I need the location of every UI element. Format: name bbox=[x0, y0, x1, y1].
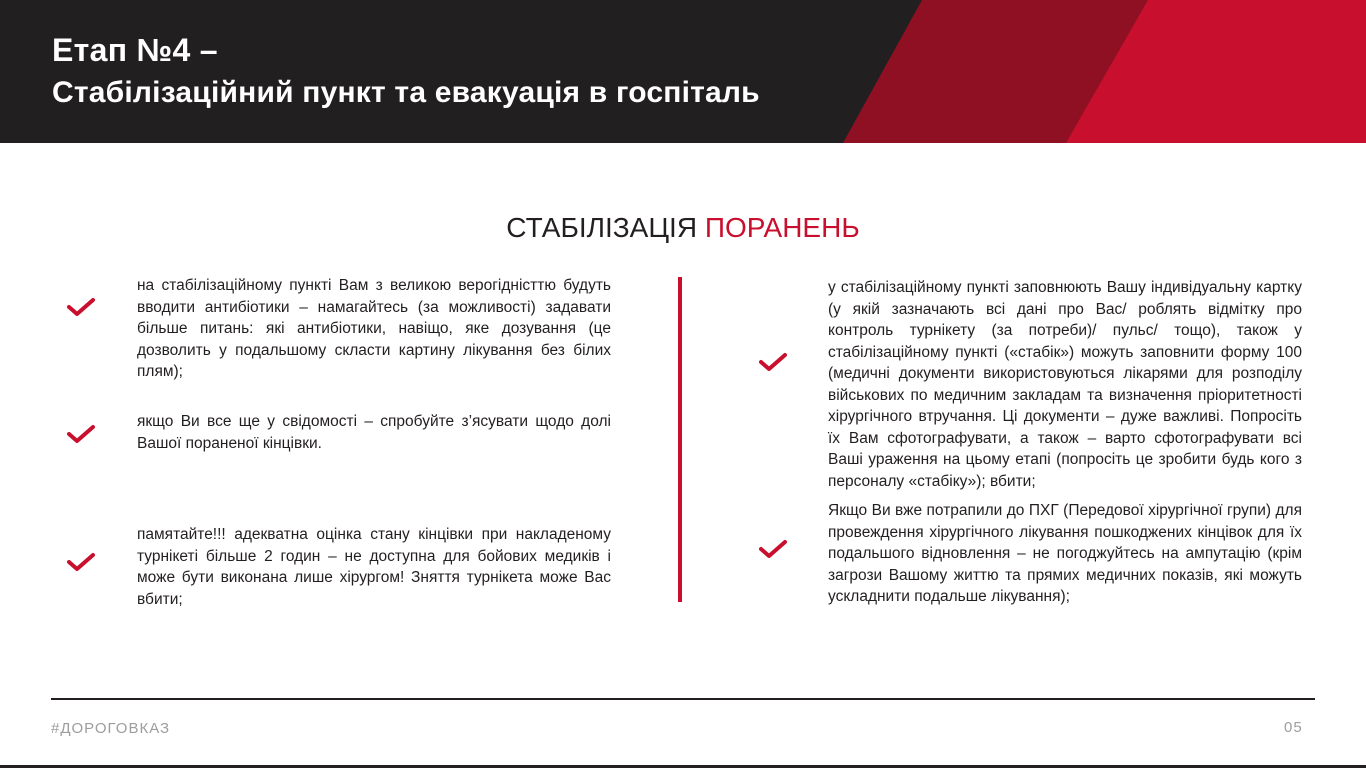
section-heading-plain: СТАБІЛІЗАЦІЯ bbox=[506, 212, 705, 243]
check-icon bbox=[758, 538, 788, 560]
footer-hashtag: #ДОРОГОВКАЗ bbox=[51, 720, 171, 737]
check-icon bbox=[66, 551, 96, 573]
page-number: 05 bbox=[1284, 719, 1303, 736]
check-icon bbox=[758, 351, 788, 373]
section-heading bbox=[0, 212, 1366, 244]
right-item-amputation: Якщо Ви вже потрапили до ПХГ (Передової хірургічної групи) для провеждення хірургічного лікування пошкоджених кінцівок для їх подальшого відновлення – не погоджуйтесь на ампутацію (крім загрози Вашому життю та прямих медичних показів, які можуть ускладнити подальше лікування); bbox=[828, 502, 1302, 605]
header-banner bbox=[0, 0, 1366, 143]
left-item-limb-fate: якщо Ви все ще у свідомості – спробуйте з’ясувати щодо долі Вашої пораненої кінцівки. bbox=[137, 413, 611, 452]
left-item-tourniquet-warning: памятайте!!! адекватна оцінка стану кінцівки при накладеному турнікеті більше 2 годин – не доступна для бойових медиків і може бути виконана лише хірургом! Зняття турнікета може Вас вбити; bbox=[137, 526, 611, 608]
header-red-stripes bbox=[0, 0, 1366, 143]
page-title-subtitle: Стабілізаційний пункт та евакуація в госпіталь bbox=[52, 76, 760, 109]
check-icon bbox=[66, 296, 96, 318]
column-divider bbox=[678, 277, 682, 602]
right-item-medical-card: у стабілізаційному пункті заповнюють Вашу індивідуальну картку (у якій зазначають всі дані про Вас/ роблять відмітку про контроль турнікету (за потреби)/ пульс/ тощо), також у стабілізаційному пункті («стабік») можуть заповнити форму 100 (медичні документи використовуються лікарями для розподілу військових по медичним закладам та визначення пріоритетності хірургічного втручання. Ці документи – дуже важливі. Попросіть їх Вам сфотографувати, а також – варто сфотографувати всі Ваші ураження на цьому етапі (попросіть це зробити будь кого з персоналу «стабіку»); вбити; bbox=[828, 279, 1302, 490]
page-title-stage: Етап №4 – bbox=[52, 32, 218, 68]
footer-divider bbox=[51, 698, 1315, 700]
section-heading-accent: ПОРАНЕНЬ bbox=[704, 212, 860, 243]
check-icon bbox=[66, 423, 96, 445]
left-item-antibiotics: на стабілізаційному пункті Вам з великою верогідністтю будуть вводити антибіотики – намагайтесь (за можливості) задавати більше питань: які антибіотики, навіщо, яке дозування (це дозволить у подальшому скласти картину лікування без білих плям); bbox=[137, 277, 611, 380]
